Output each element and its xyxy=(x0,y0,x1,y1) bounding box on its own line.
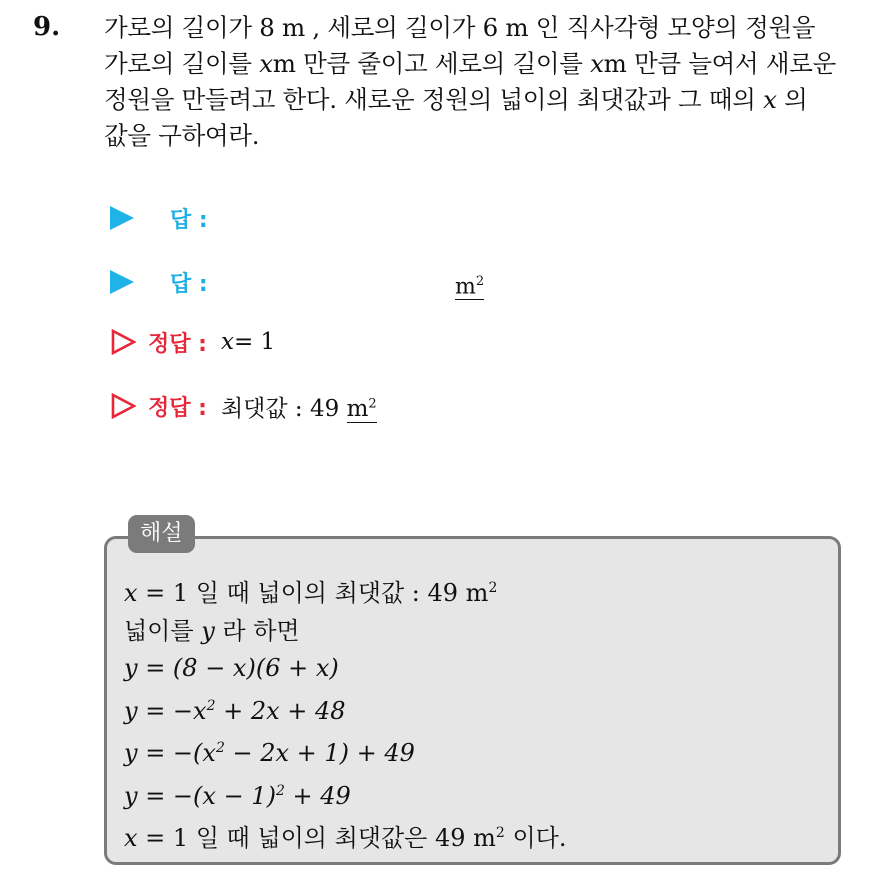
question-text xyxy=(104,10,874,154)
solution-line-6: $y = -(x - 1)^2 + 49$ xyxy=(124,781,351,810)
correct-value: 최댓값 : 49 $m^2$ xyxy=(220,395,377,422)
question-number: 9. xyxy=(33,12,61,42)
outline-arrow-icon xyxy=(110,329,136,355)
solution-line-3: y = (8 − x)(6 + x) xyxy=(124,654,339,682)
play-arrow-icon xyxy=(110,270,134,294)
solution-line-4: $y = -x^2 + 2x + 48$ xyxy=(124,696,346,725)
correct-value: x= 1 xyxy=(220,329,276,355)
correct-answer-1 xyxy=(110,322,275,362)
question-line-1: 가로의 길이가 8 m , 세로의 길이가 6 m 인 직사각형 모양의 정원을 xyxy=(104,13,816,42)
solution-line-1: x = 1 일 때 넓이의 최댓값 : 49 $m^2$ xyxy=(124,579,498,607)
outline-arrow-icon xyxy=(110,393,136,419)
answer-blank-1 xyxy=(110,198,208,238)
answer-unit: $m^2$ xyxy=(455,270,484,300)
play-arrow-icon xyxy=(110,206,134,230)
solution-content xyxy=(124,570,566,858)
question-line-3: 정원을 만들려고 한다. 새로운 정원의 넓이의 최댓값과 그 때의 x 의 xyxy=(104,85,808,114)
solution-tab: 해설 xyxy=(128,515,195,553)
solution-line-5: $y = -(x^2 - 2x + 1) + 49$ xyxy=(124,739,415,767)
answer-blank-2 xyxy=(110,262,208,302)
question-line-4: 값을 구하여라. xyxy=(104,121,260,150)
solution-line-7: x = 1 일 때 넓이의 최댓값은 49 $m^2$ 이다. xyxy=(124,824,567,852)
correct-label: 정답 : xyxy=(148,395,207,421)
question-line-2: 가로의 길이를 xm 만큼 줄이고 세로의 길이를 xm 만큼 늘여서 새로운 xyxy=(104,49,837,78)
answer-label: 답 : xyxy=(170,207,208,233)
correct-answer-2 xyxy=(110,386,377,426)
unit-underlined: $m^2$ xyxy=(346,395,377,422)
correct-label: 정답 : xyxy=(148,331,207,357)
answer-label: 답 : xyxy=(170,271,208,297)
solution-line-2: 넓이를 y 라 하면 xyxy=(124,616,300,645)
